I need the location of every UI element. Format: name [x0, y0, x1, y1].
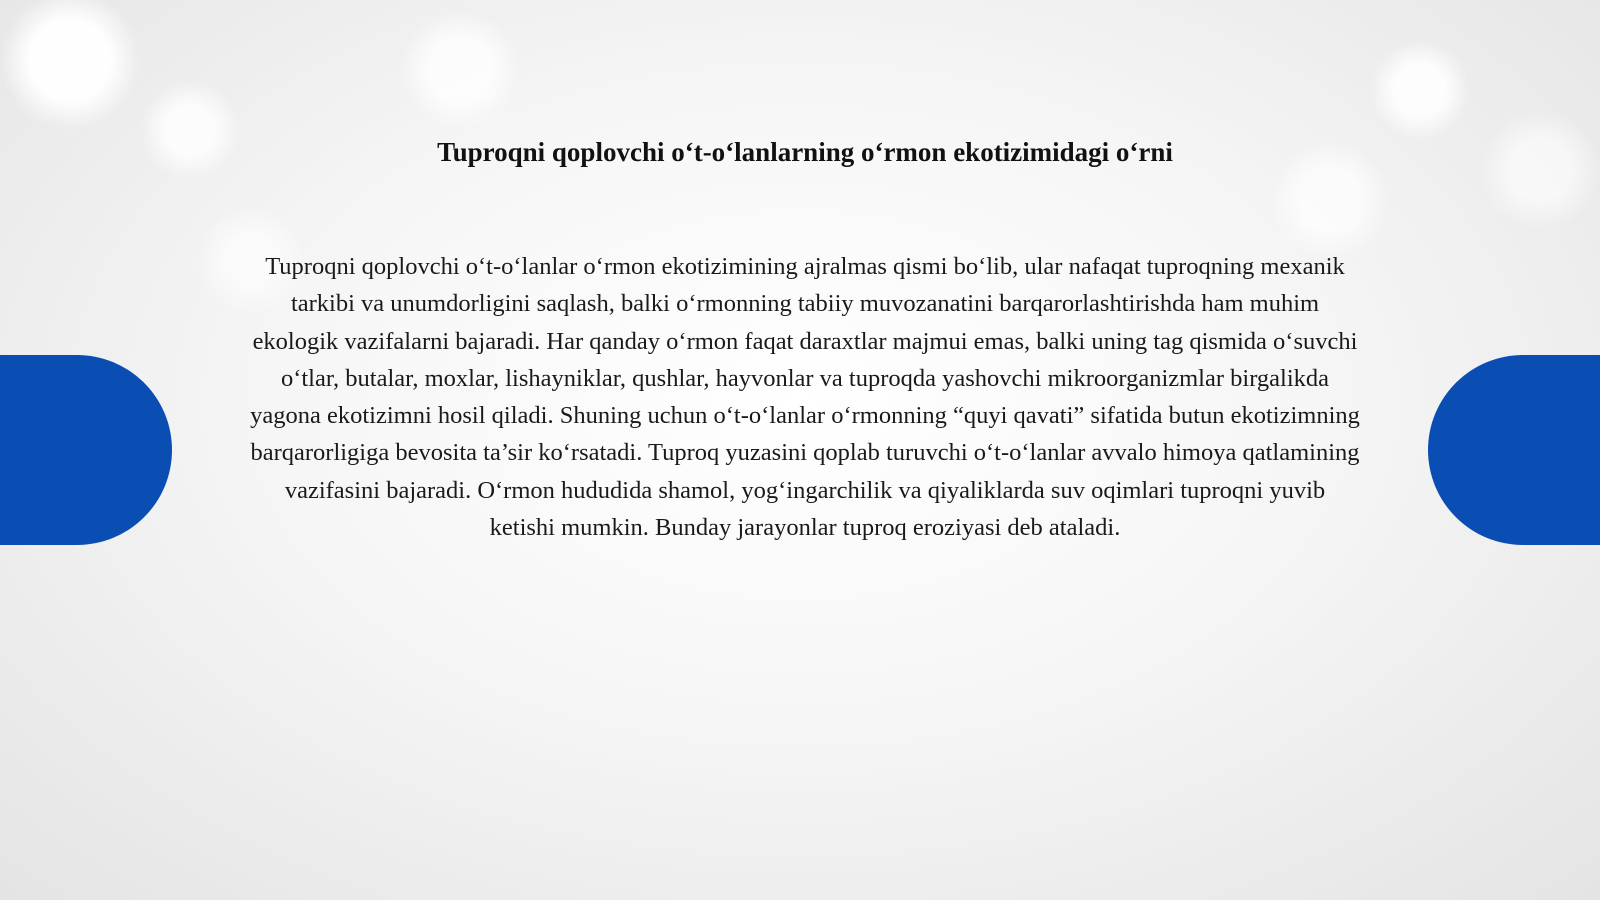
- slide-title: Tuproqni qoplovchi o‘t-o‘lanlarning o‘rmon ekotizimidagi o‘rni: [437, 137, 1173, 167]
- slide-body-text: Tuproqni qoplovchi o‘t-o‘lanlar o‘rmon ekotizimining ajralmas qismi bo‘lib, ular nafaqat tuproqning mexanik tarkibi va unumdorligini saqlash, balki o‘rmonning tabiiy muvozanatini barqarorlashtirishda ham muhim ekologik vazifalarni bajaradi. Har qanday o‘rmon faqat daraxtlar majmui emas, balki uning tag qismida o‘suvchi o‘tlar, butalar, moxlar, lishayniklar, qushlar, hayvonlar va tuproqda yashovchi mikroorganizmlar birgalikda yagona ekotizimni hosil qiladi. Shuning uchun o‘t-o‘lanlar o‘rmonning “quyi qavati” sifatida butun ekotizimning barqarorligiga bevosita ta’sir ko‘rsatadi. Tuproq yuzasini qoplab turuvchi o‘t-o‘lanlar avvalo himoya qatlamining vazifasini bajaradi. O‘rmon hududida shamol, yog‘ingarchilik va qiyaliklarda suv oqimlari tuproqni yuvib ketishi mumkin. Bunday jarayonlar tuproq eroziyasi deb ataladi.: [250, 253, 1360, 542]
- right-decorative-tab: [1428, 355, 1600, 545]
- left-decorative-tab: [0, 355, 172, 545]
